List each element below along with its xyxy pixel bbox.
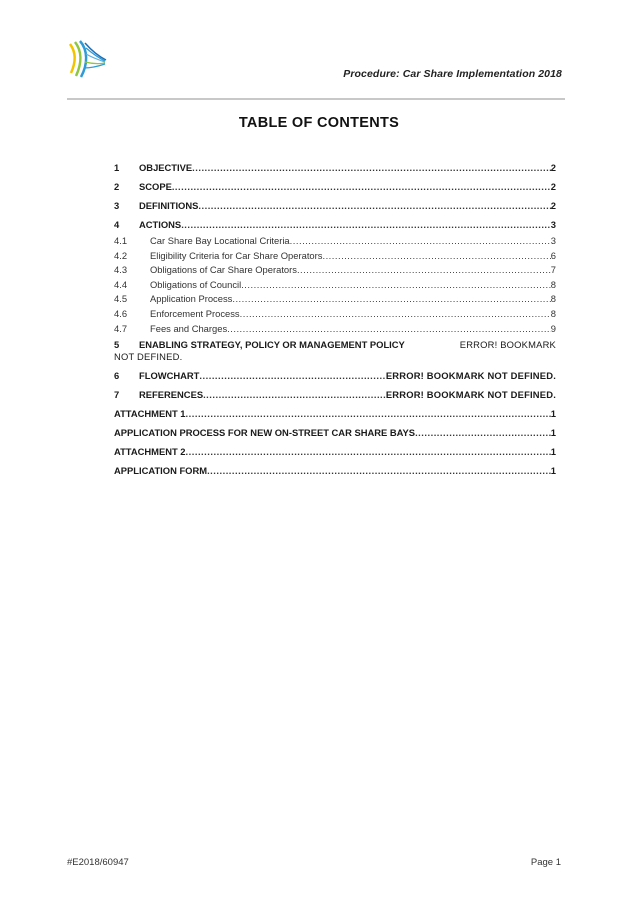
toc-entry-page: ERROR! BOOKMARK (459, 339, 556, 351)
page-number: Page 1 (530, 857, 561, 868)
toc-entry-application-process-bays[interactable] (114, 423, 556, 442)
dot-leader (181, 215, 551, 234)
toc-entry-label: Enforcement Process (150, 307, 240, 319)
toc-entry-label: DEFINITIONS (139, 200, 199, 211)
toc-entry-application-form[interactable] (114, 461, 556, 480)
dot-leader (186, 404, 551, 423)
toc-entry-page: 8 (550, 293, 556, 305)
toc-entry-number: 6 (114, 370, 120, 382)
toc-entry-references[interactable] (114, 385, 556, 404)
toc-entry-label: OBJECTIVE (139, 162, 193, 173)
toc-entry-number: 4.6 (114, 307, 128, 319)
header-divider (67, 98, 565, 100)
dot-leader (232, 292, 550, 307)
toc-entry-label: ACTIONS (139, 219, 182, 230)
toc-entry-page: 1 (550, 408, 556, 420)
toc-entry-label: Fees and Charges (150, 322, 228, 334)
toc-entry-number: 4.2 (114, 249, 128, 261)
dot-leader (198, 196, 550, 215)
dot-leader (199, 366, 385, 385)
toc-entry-label: APPLICATION PROCESS FOR NEW ON-STREET CAR SHARE BAYS (114, 427, 416, 439)
toc-subentry-locational-criteria[interactable] (114, 234, 556, 249)
toc-entry-label: REFERENCES (139, 389, 204, 401)
toc-entry-number: 4.5 (114, 293, 128, 305)
toc-entry-label: ENABLING STRATEGY, POLICY OR MANAGEMENT POLICY (139, 339, 405, 351)
toc-subentry-fees-and-charges[interactable] (114, 322, 556, 337)
dot-leader (227, 322, 551, 337)
toc-entry-number: 2 (114, 181, 120, 192)
dot-leader (297, 263, 551, 278)
toc-entry-number: 4.3 (114, 264, 128, 276)
toc-entry-number: 4.4 (114, 278, 128, 290)
toc-entry-page: 2 (550, 181, 556, 192)
table-of-contents (114, 158, 556, 480)
toc-entry-flowchart[interactable] (114, 366, 556, 385)
toc-entry-number: 4.7 (114, 322, 128, 334)
toc-entry-number: 4 (114, 219, 120, 230)
toc-entry-attachment-1[interactable] (114, 404, 556, 423)
toc-entry-definitions[interactable] (114, 196, 556, 215)
council-logo-icon (68, 40, 108, 78)
toc-subentry-operator-obligations[interactable] (114, 263, 556, 278)
toc-entry-number: 5 (114, 339, 120, 351)
toc-entry-label: Obligations of Council (150, 278, 242, 290)
toc-entry-page: 9 (550, 322, 556, 334)
toc-subentry-eligibility-criteria[interactable] (114, 249, 556, 264)
dot-leader (207, 461, 551, 480)
toc-subentry-enforcement-process[interactable] (114, 307, 556, 322)
toc-entry-page: 8 (550, 307, 556, 319)
dot-leader (290, 234, 551, 249)
toc-entry-label: ATTACHMENT 1 (114, 408, 186, 420)
toc-entry-number: 7 (114, 389, 120, 401)
toc-entry-number: 3 (114, 200, 120, 211)
toc-entry-number: 4.1 (114, 235, 128, 246)
toc-entry-page: 7 (550, 264, 556, 276)
dot-leader (240, 307, 551, 322)
dot-leader (241, 278, 551, 293)
document-id: #E2018/60947 (67, 857, 129, 868)
dot-leader (172, 177, 551, 196)
toc-entry-label: Car Share Bay Locational Criteria (150, 235, 290, 246)
toc-subentry-application-process[interactable] (114, 292, 556, 307)
toc-entry-page: ERROR! BOOKMARK NOT DEFINED. (385, 389, 556, 401)
toc-entry-page: 6 (550, 249, 556, 261)
toc-entry-label: Eligibility Criteria for Car Share Operators (150, 249, 323, 261)
toc-entry-label: Obligations of Car Share Operators (150, 264, 297, 276)
toc-entry-page: 1 (550, 446, 556, 458)
toc-entry-objective[interactable] (114, 158, 556, 177)
header-title: Procedure: Car Share Implementation 2018 (343, 68, 562, 80)
toc-entry-attachment-2[interactable] (114, 442, 556, 461)
toc-entry-page: 3 (550, 235, 556, 246)
toc-entry-label: ATTACHMENT 2 (114, 446, 186, 458)
toc-entry-page: 3 (550, 219, 556, 230)
toc-entry-page: 2 (550, 200, 556, 211)
toc-entry-label: Application Process (150, 293, 233, 305)
toc-entry-number: 1 (114, 162, 120, 173)
toc-entry-label: FLOWCHART (139, 370, 200, 382)
toc-entry-page: ERROR! BOOKMARK NOT DEFINED. (385, 370, 556, 382)
toc-entry-label: APPLICATION FORM (114, 465, 208, 477)
toc-entry-page-continued: NOT DEFINED. (114, 350, 183, 362)
dot-leader (186, 442, 551, 461)
toc-entry-enabling-strategy[interactable] (114, 336, 556, 366)
toc-entry-page: 1 (550, 427, 556, 439)
toc-entry-page: 2 (550, 162, 556, 173)
dot-leader (415, 423, 551, 442)
dot-leader (322, 249, 550, 264)
toc-entry-label: SCOPE (139, 181, 172, 192)
dot-leader (192, 158, 551, 177)
toc-entry-page: 8 (550, 278, 556, 290)
toc-heading: TABLE OF CONTENTS (238, 115, 400, 131)
dot-leader (203, 385, 386, 404)
toc-entry-actions[interactable] (114, 215, 556, 234)
toc-entry-page: 1 (550, 465, 556, 477)
toc-subentry-council-obligations[interactable] (114, 278, 556, 293)
toc-entry-scope[interactable] (114, 177, 556, 196)
